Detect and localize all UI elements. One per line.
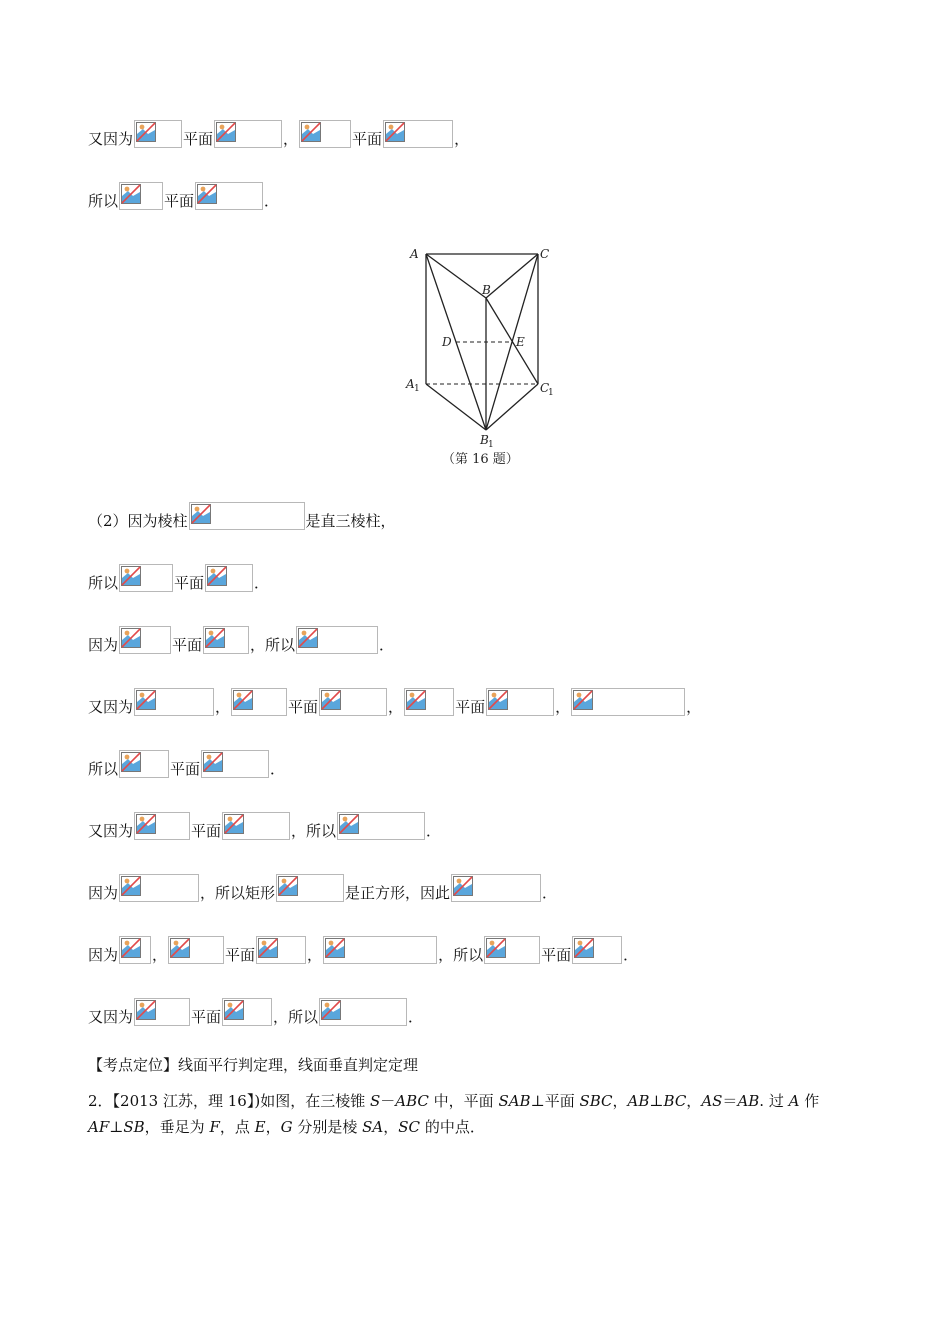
label-D: D: [442, 335, 452, 349]
problem-text: ，: [612, 1092, 628, 1110]
broken-image-icon: [121, 628, 141, 648]
math: G: [280, 1118, 293, 1136]
solution-line: [88, 500, 396, 530]
formula-image-placeholder: [484, 936, 540, 964]
line-text: ．: [270, 760, 286, 778]
line-text: ，: [555, 698, 571, 716]
label-A: A: [410, 247, 419, 261]
math: A: [788, 1092, 800, 1110]
edge-BC1: [486, 298, 538, 384]
line-text: ．: [254, 574, 270, 592]
line-text: 所以: [88, 574, 119, 592]
formula-image-placeholder: [276, 874, 344, 902]
problem-text: ⊥: [109, 1118, 124, 1136]
solution-line: [88, 872, 557, 902]
problem-2: [88, 1088, 868, 1140]
broken-image-icon: [488, 690, 508, 710]
edge-B1C1: [486, 384, 538, 430]
math: AB: [627, 1092, 650, 1110]
formula-image-placeholder: [119, 564, 173, 592]
broken-image-icon: [298, 628, 318, 648]
label-A1: A: [406, 377, 415, 391]
problem-text: 作: [799, 1092, 820, 1110]
problem-text: 的中点．: [420, 1118, 485, 1136]
formula-image-placeholder: [119, 750, 169, 778]
math: BC: [663, 1092, 687, 1110]
solution-line: [88, 686, 701, 716]
line-text: 又因为: [88, 130, 134, 148]
label-C1: C: [540, 381, 550, 395]
solution-line: [88, 934, 638, 964]
solution-line: [88, 748, 285, 778]
formula-image-placeholder: [296, 626, 378, 654]
line-text: ．: [542, 884, 558, 902]
edge-A1B1: [426, 384, 486, 430]
line-text: ，所以: [291, 822, 337, 840]
formula-image-placeholder: [214, 120, 282, 148]
broken-image-icon: [216, 122, 236, 142]
problem-text: ，垂足为: [144, 1118, 210, 1136]
prism-figure: [400, 238, 560, 470]
line-text: ，: [686, 698, 702, 716]
kaodian-text: 【考点定位】线面平行判定理，线面垂直判定定理: [88, 1056, 419, 1074]
line-text: 又因为: [88, 698, 134, 716]
problem-number: 2．: [88, 1092, 113, 1110]
formula-image-placeholder: [323, 936, 437, 964]
formula-image-placeholder: [205, 564, 253, 592]
line-text: 是直三棱柱，: [305, 512, 396, 530]
broken-image-icon: [121, 184, 141, 204]
line-text: 平面: [174, 574, 205, 592]
line-text: ．: [623, 946, 639, 964]
formula-image-placeholder: [231, 688, 287, 716]
broken-image-icon: [339, 814, 359, 834]
line-text: 平面: [191, 822, 222, 840]
line-text: 是正方形，因此: [345, 884, 451, 902]
kaodian-line: [88, 1052, 868, 1078]
formula-image-placeholder: [571, 688, 685, 716]
broken-image-icon: [170, 938, 190, 958]
formula-image-placeholder: [451, 874, 541, 902]
solution-line: [88, 624, 394, 654]
formula-image-placeholder: [119, 182, 163, 210]
solution-line: [88, 810, 441, 840]
line-text: ，: [215, 698, 231, 716]
broken-image-icon: [453, 876, 473, 896]
broken-image-icon: [121, 876, 141, 896]
math: SBC: [579, 1092, 613, 1110]
formula-image-placeholder: [134, 688, 214, 716]
math: SAB: [498, 1092, 531, 1110]
broken-image-icon: [136, 1000, 156, 1020]
formula-image-placeholder: [337, 812, 425, 840]
problem-text: ，: [265, 1118, 281, 1136]
formula-image-placeholder: [222, 998, 272, 1026]
formula-image-placeholder: [134, 120, 182, 148]
line-text: 平面: [191, 1008, 222, 1026]
label-A1-subscript: 1: [414, 384, 420, 394]
formula-image-placeholder: [119, 874, 199, 902]
problem-text: ⊥平面: [530, 1092, 580, 1110]
math: S: [369, 1092, 381, 1110]
problem-text: ，点: [219, 1118, 255, 1136]
formula-image-placeholder: [572, 936, 622, 964]
line-text: 又因为: [88, 1008, 134, 1026]
broken-image-icon: [278, 876, 298, 896]
broken-image-icon: [205, 628, 225, 648]
broken-image-icon: [121, 752, 141, 772]
line-text: 平面: [541, 946, 572, 964]
line-text: ，所以: [250, 636, 296, 654]
solution-line: [88, 118, 469, 148]
broken-image-icon: [233, 690, 253, 710]
line-text: ．: [408, 1008, 424, 1026]
broken-image-icon: [203, 752, 223, 772]
formula-image-placeholder: [383, 120, 453, 148]
broken-image-icon: [224, 814, 244, 834]
line-text: 所以: [88, 760, 119, 778]
line-text: 平面: [288, 698, 319, 716]
broken-image-icon: [191, 504, 211, 524]
formula-image-placeholder: [486, 688, 554, 716]
line-text: ，所以: [438, 946, 484, 964]
line-text: ，: [283, 130, 299, 148]
formula-image-placeholder: [119, 936, 151, 964]
edge-AB: [426, 254, 486, 298]
formula-image-placeholder: [168, 936, 224, 964]
line-text: 因为: [88, 636, 119, 654]
line-text: ．: [426, 822, 442, 840]
solution-line: [88, 996, 423, 1026]
line-text: ．: [264, 192, 280, 210]
figure-caption: （第 16 题）: [442, 452, 519, 467]
math: AF: [88, 1118, 110, 1136]
broken-image-icon: [321, 1000, 341, 1020]
problem-text: 分别是棱: [292, 1118, 363, 1136]
label-C: C: [540, 247, 550, 261]
label-C1-subscript: 1: [548, 388, 554, 398]
label-B1-subscript: 1: [488, 440, 494, 450]
formula-image-placeholder: [319, 688, 387, 716]
formula-image-placeholder: [256, 936, 306, 964]
broken-image-icon: [121, 566, 141, 586]
line-text: 平面: [172, 636, 203, 654]
line-text: ．: [379, 636, 395, 654]
line-text: ，: [454, 130, 470, 148]
problem-text: ＝: [722, 1092, 738, 1110]
broken-image-icon: [406, 690, 426, 710]
problem-text: 中，平面: [428, 1092, 499, 1110]
line-text: 平面: [183, 130, 214, 148]
broken-image-icon: [136, 690, 156, 710]
broken-image-icon: [573, 690, 593, 710]
line-text: ，所以矩形: [200, 884, 276, 902]
line-text: 平面: [225, 946, 256, 964]
line-text: 因为: [88, 946, 119, 964]
line-text: 平面: [352, 130, 383, 148]
broken-image-icon: [224, 1000, 244, 1020]
broken-image-icon: [325, 938, 345, 958]
problem-text: )如图，在三棱锥: [254, 1092, 370, 1110]
line-text: 因为: [88, 884, 119, 902]
solution-line: [88, 180, 279, 210]
broken-image-icon: [321, 690, 341, 710]
formula-image-placeholder: [203, 626, 249, 654]
line-text: ，: [388, 698, 404, 716]
broken-image-icon: [486, 938, 506, 958]
formula-image-placeholder: [195, 182, 263, 210]
line-text: ，所以: [273, 1008, 319, 1026]
formula-image-placeholder: [404, 688, 454, 716]
problem-text: ，: [383, 1118, 399, 1136]
line-text: ，: [307, 946, 323, 964]
formula-image-placeholder: [299, 120, 351, 148]
broken-image-icon: [207, 566, 227, 586]
broken-image-icon: [301, 122, 321, 142]
line-text: 平面: [164, 192, 195, 210]
math: SA: [362, 1118, 384, 1136]
math: E: [254, 1118, 266, 1136]
broken-image-icon: [574, 938, 594, 958]
solution-line: [88, 562, 269, 592]
formula-image-placeholder: [201, 750, 269, 778]
line-text: 所以: [88, 192, 119, 210]
line-text: 又因为: [88, 822, 134, 840]
problem-text: ，: [686, 1092, 702, 1110]
label-B1: B: [480, 433, 489, 447]
math: SB: [123, 1118, 145, 1136]
line-text: （2）因为棱柱: [88, 512, 188, 530]
broken-image-icon: [197, 184, 217, 204]
problem-text: . 过: [759, 1092, 789, 1110]
edge-BC: [486, 254, 538, 298]
math: SC: [398, 1118, 421, 1136]
math: AB: [737, 1092, 760, 1110]
label-E: E: [516, 335, 525, 349]
line-text: ，: [152, 946, 168, 964]
math: AS: [701, 1092, 723, 1110]
broken-image-icon: [258, 938, 278, 958]
math: F: [209, 1118, 220, 1136]
problem-source: 【2013 江苏，理 16】: [112, 1092, 255, 1110]
label-B: B: [482, 283, 491, 297]
broken-image-icon: [136, 122, 156, 142]
formula-image-placeholder: [134, 812, 190, 840]
line-text: 平面: [455, 698, 486, 716]
broken-image-icon: [136, 814, 156, 834]
broken-image-icon: [121, 938, 141, 958]
formula-image-placeholder: [189, 502, 305, 530]
math: ABC: [395, 1092, 429, 1110]
broken-image-icon: [385, 122, 405, 142]
problem-text: －: [380, 1092, 396, 1110]
formula-image-placeholder: [119, 626, 171, 654]
problem-text: ⊥: [649, 1092, 664, 1110]
formula-image-placeholder: [134, 998, 190, 1026]
line-text: 平面: [170, 760, 201, 778]
formula-image-placeholder: [222, 812, 290, 840]
formula-image-placeholder: [319, 998, 407, 1026]
